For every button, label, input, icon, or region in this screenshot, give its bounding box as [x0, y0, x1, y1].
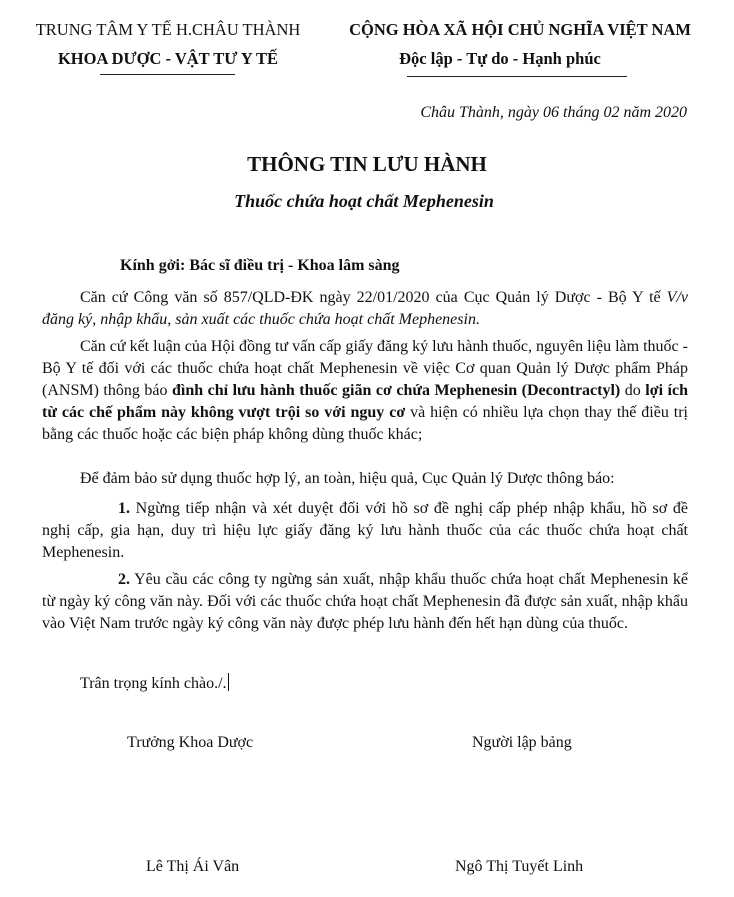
p2-text3: và hiện có nhiều lựa chọn thay thế điều trị bằng các thuốc hoặc các biện pháp không dùng thuốc khác; [42, 404, 689, 443]
motto: Độc lập - Tự do - Hạnh phúc [399, 49, 601, 68]
date-line: Châu Thành, ngày 06 tháng 02 năm 2020 [420, 104, 687, 121]
paragraph-legal-basis-1 [42, 287, 688, 331]
department-name: KHOA DƯỢC - VẬT TƯ Y TẾ [57, 49, 279, 68]
document-subtitle: Thuốc chứa hoạt chất Mephenesin [234, 191, 494, 211]
document-title: THÔNG TIN LƯU HÀNH [247, 152, 487, 176]
item2-text: Yêu cầu các công ty ngừng sản xuất, nhập khẩu thuốc chứa hoạt chất Mephenesin kể từ ngày ký công văn này. Đối với các thuốc chứa hoạt chất Mephenesin đã được sản xuất, nhập khẩu vào Việt Nam trước ngày ký công văn này được phép lưu hành đến hết hạn dùng của thuốc. [42, 571, 688, 632]
nation-title: CỘNG HÒA XÃ HỘI CHỦ NGHĨA VIỆT NAM [349, 20, 691, 39]
p1-text: Căn cứ Công văn số 857/QLD-ĐK ngày 22/01/2020 của Cục Quản lý Dược - Bộ Y tế [80, 289, 667, 306]
closing-text: Trân trọng kính chào./. [80, 675, 227, 692]
list-item-1 [42, 498, 688, 564]
p2-bold1: đình chỉ lưu hành thuốc giãn cơ chứa Mephenesin (Decontractyl) [171, 382, 621, 399]
signature-name-left: Lê Thị Ái Vân [146, 858, 240, 875]
signature-title-right: Người lập bảng [472, 734, 572, 751]
list-item-2 [42, 569, 688, 635]
header-left-underline [100, 74, 235, 75]
paragraph-legal-basis-2 [42, 336, 688, 446]
item1-text: Ngừng tiếp nhận và xét duyệt đối với hồ sơ đề nghị cấp phép nhập khẩu, hồ sơ đề nghị cấp, gia hạn, duy trì hiệu lực giấy đăng ký lưu hành thuốc của các thuốc chứa hoạt chất Mephenesin. [42, 500, 688, 561]
signature-title-left: Trưởng Khoa Dược [127, 734, 254, 751]
p1-italic: V/v đăng ký, nhập khẩu, sản xuất các thuốc chứa hoạt chất Mephenesin. [42, 289, 688, 328]
org-name: TRUNG TÂM Y TẾ H.CHÂU THÀNH [35, 20, 301, 39]
salutation: Kính gởi: Bác sĩ điều trị - Khoa lâm sàng [120, 257, 400, 274]
paragraph-announcement: Để đảm bảo sử dụng thuốc hợp lý, an toàn, hiệu quả, Cục Quản lý Dược thông báo: [80, 470, 615, 487]
p2-text2: do [620, 382, 646, 399]
p2-text1: Căn cứ kết luận của Hội đồng tư vấn cấp giấy đăng ký lưu hành thuốc, nguyên liệu làm thuốc - Bộ Y tế đối với các thuốc chứa hoạt chất Mephenesin về việc Cơ quan Quản lý Dược phẩm Pháp (ANSM) thông báo [42, 338, 688, 399]
header-right-underline [407, 76, 627, 77]
text-cursor [228, 673, 229, 691]
signature-name-right: Ngô Thị Tuyết Linh [455, 858, 584, 875]
item1-number: 1. [118, 500, 130, 517]
closing-line[interactable] [80, 673, 229, 693]
p2-bold2: lợi ích từ các chế phẩm này không vượt trội so với nguy cơ [42, 382, 689, 421]
item2-number: 2. [118, 571, 130, 588]
